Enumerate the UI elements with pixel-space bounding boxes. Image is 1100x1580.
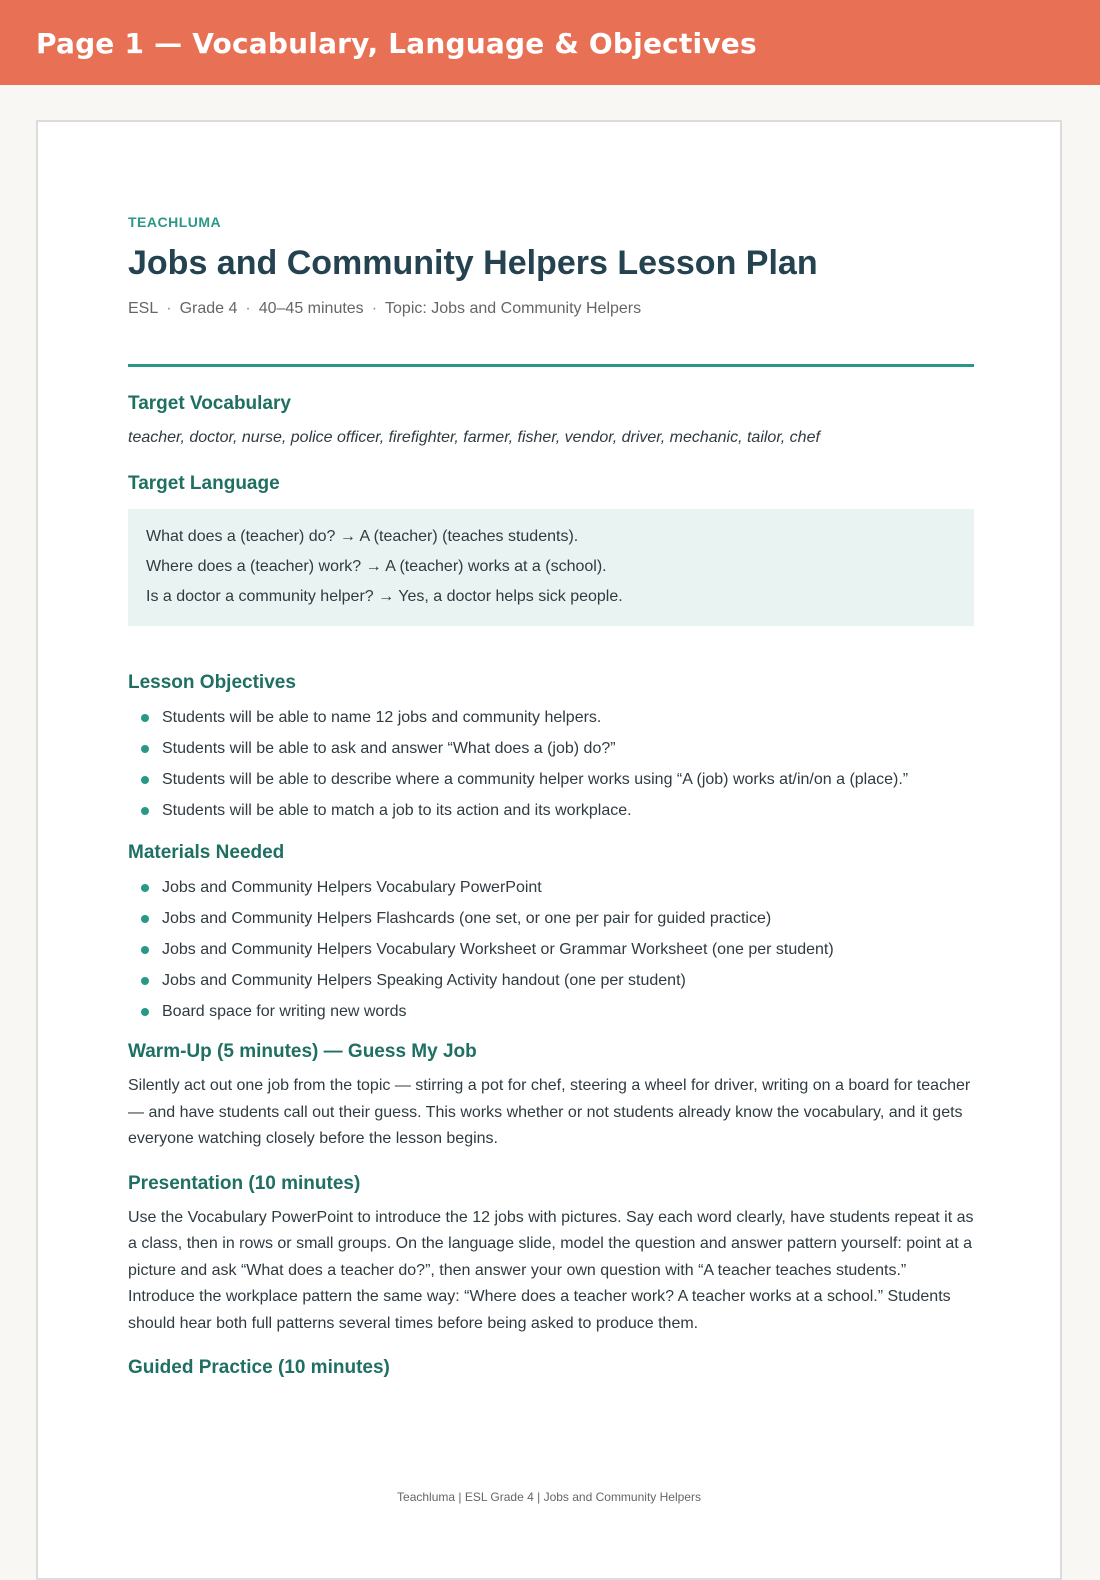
bullet-icon	[141, 714, 149, 722]
target-language-box	[128, 509, 974, 626]
list-item	[128, 735, 974, 762]
list-item	[128, 967, 974, 994]
list-item	[128, 704, 974, 731]
list-item	[128, 797, 974, 824]
list-item	[128, 905, 974, 932]
bullet-icon	[141, 776, 149, 784]
document-content	[128, 212, 974, 1381]
material-text: Jobs and Community Helpers Speaking Activity handout (one per student)	[162, 972, 686, 989]
material-text: Jobs and Community Helpers Vocabulary PowerPoint	[162, 879, 542, 896]
objectives-list	[128, 704, 974, 824]
language-line: Is a doctor a community helper? → Yes, a doctor helps sick people.	[146, 588, 623, 605]
presentation-text: Use the Vocabulary PowerPoint to introduce the 12 jobs with pictures. Say each word clearly, have students repeat it as a class, then in rows or small groups. On the language slide, model the question and answer pattern yourself: point at a picture and ask “What does a teacher do?”, then answer your own question with “A teacher teaches students.” Introduce the workplace pattern the same way: “Where does a teacher work? A teacher works at a school.” Students should hear both full patterns several times before being asked to produce them.	[128, 1208, 974, 1332]
material-text: Jobs and Community Helpers Vocabulary Worksheet or Grammar Worksheet (one per student)	[162, 941, 834, 958]
warmup-text: Silently act out one job from the topic — stirring a pot for chef, steering a wheel for driver, writing on a board for teacher — and have students call out their guess. This works whether or not students already know the vocabulary, and it gets everyone watching closely before the lesson begins.	[128, 1077, 971, 1147]
bullet-icon	[141, 915, 149, 923]
section-heading-objectives: Lesson Objectives	[128, 672, 296, 693]
meta-duration: 40–45 minutes	[258, 300, 364, 317]
meta-separator: ·	[245, 300, 251, 317]
objective-text: Students will be able to describe where a community helper works using “A (job) works at/in/on a (place).”	[162, 771, 909, 788]
bullet-icon	[141, 807, 149, 815]
bullet-icon	[141, 946, 149, 954]
list-item	[128, 936, 974, 963]
document-title: Jobs and Community Helpers Lesson Plan	[128, 244, 818, 282]
list-item	[128, 766, 974, 793]
brand-label: TEACHLUMA	[128, 214, 222, 230]
section-heading-guided-practice: Guided Practice (10 minutes)	[128, 1357, 390, 1378]
banner-title: Page 1 — Vocabulary, Language & Objectives	[36, 27, 757, 60]
meta-separator: ·	[371, 300, 378, 317]
bullet-icon	[141, 977, 149, 985]
page-footer: Teachluma | ESL Grade 4 | Jobs and Community Helpers	[397, 1490, 701, 1504]
title-divider	[128, 364, 974, 367]
objective-text: Students will be able to match a job to its action and its workplace.	[162, 802, 632, 819]
list-item	[128, 998, 974, 1025]
material-text: Board space for writing new words	[162, 1003, 407, 1020]
materials-list	[128, 874, 974, 1025]
document-meta	[128, 298, 974, 320]
meta-subject: ESL	[128, 300, 159, 317]
section-heading-language: Target Language	[128, 473, 280, 494]
page-banner	[0, 0, 1100, 85]
section-heading-materials: Materials Needed	[128, 842, 285, 863]
bullet-icon	[141, 1008, 149, 1016]
section-heading-warmup: Warm-Up (5 minutes) — Guess My Job	[128, 1041, 477, 1062]
language-line: Where does a (teacher) work? → A (teacher) works at a (school).	[146, 558, 607, 575]
bullet-icon	[141, 745, 149, 753]
list-item	[128, 874, 974, 901]
bullet-icon	[141, 884, 149, 892]
meta-topic: Topic: Jobs and Community Helpers	[385, 300, 642, 317]
objective-text: Students will be able to name 12 jobs and community helpers.	[162, 709, 602, 726]
language-line: What does a (teacher) do? → A (teacher) (teaches students).	[146, 528, 579, 545]
meta-separator: ·	[166, 300, 172, 317]
objective-text: Students will be able to ask and answer “What does a (job) do?”	[162, 740, 616, 757]
material-text: Jobs and Community Helpers Flashcards (one set, or one per pair for guided practice)	[162, 910, 772, 927]
meta-grade: Grade 4	[179, 300, 238, 317]
section-heading-presentation: Presentation (10 minutes)	[128, 1172, 361, 1194]
section-heading-vocabulary: Target Vocabulary	[128, 393, 291, 414]
vocabulary-list: teacher, doctor, nurse, police officer, firefighter, farmer, fisher, vendor, driver, mechanic, tailor, chef	[128, 429, 820, 446]
document-page	[36, 120, 1062, 1580]
